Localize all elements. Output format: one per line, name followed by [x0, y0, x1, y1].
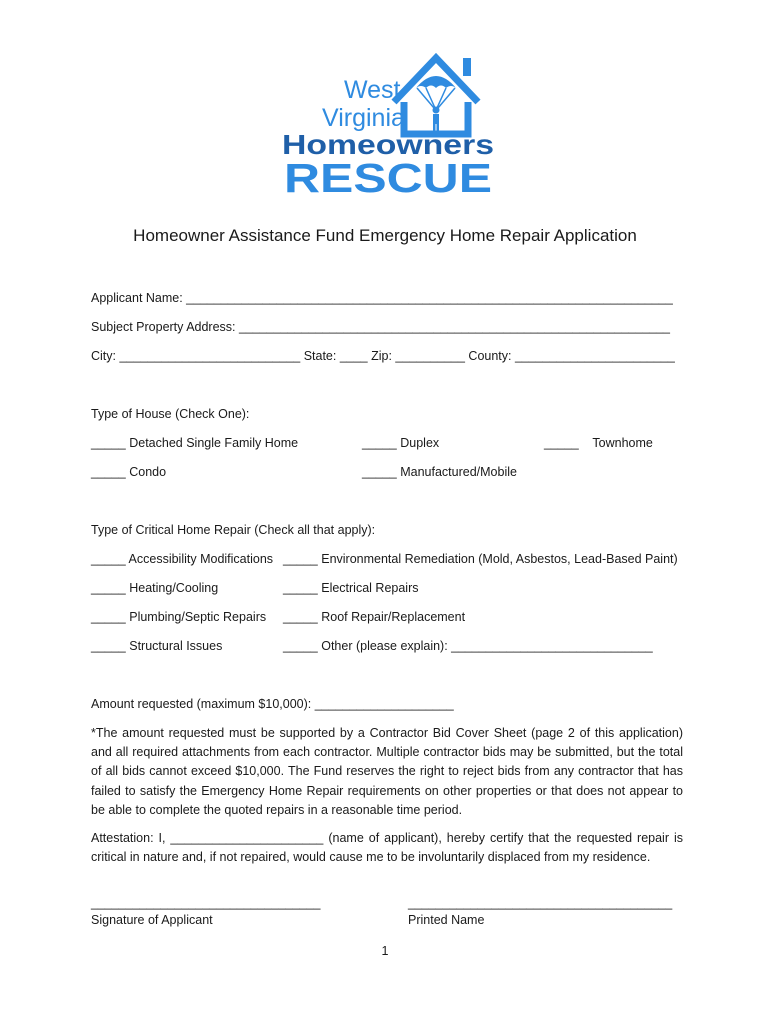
option-roof[interactable]: _____ Roof Repair/Replacement [283, 610, 466, 624]
option-townhome[interactable]: _____ Townhome [544, 436, 653, 450]
option-heating-cooling[interactable]: _____ Heating/Cooling [91, 581, 219, 595]
option-condo[interactable]: _____ Condo [91, 465, 167, 479]
option-manufactured-mobile[interactable]: _____ Manufactured/Mobile [362, 465, 517, 479]
signature-line[interactable]: _________________________________ [91, 896, 321, 910]
option-other[interactable]: _____ Other (please explain): _____________________________ [283, 639, 653, 653]
city-state-zip-county-field[interactable]: City: __________________________ State: ____ Zip: __________ County: _______________________ [91, 349, 675, 363]
attestation-paragraph: Attestation: I, ______________________ (name of applicant), hereby certify that the requested repair is critical in nature and, if not repaired, would cause me to be involuntarily displaced from my residence. [91, 831, 683, 865]
signature-label: Signature of Applicant [91, 913, 213, 927]
property-address-field[interactable]: Subject Property Address: ______________________________________________________________ [91, 320, 671, 334]
house-type-heading: Type of House (Check One): [91, 407, 250, 421]
printed-name-line[interactable]: ______________________________________ [408, 896, 673, 910]
applicant-name-field[interactable]: Applicant Name: ______________________________________________________________________ [91, 291, 673, 305]
repair-type-heading: Type of Critical Home Repair (Check all that apply): [91, 523, 376, 537]
amount-requested-field[interactable]: Amount requested (maximum $10,000): ____________________ [91, 697, 454, 711]
option-electrical[interactable]: _____ Electrical Repairs [283, 581, 419, 595]
logo-line-rescue: RESCUE [284, 155, 492, 196]
option-accessibility[interactable]: _____ Accessibility Modifications [91, 552, 274, 566]
option-plumbing-septic[interactable]: _____ Plumbing/Septic Repairs [91, 610, 267, 624]
option-detached-home[interactable]: _____ Detached Single Family Home [91, 436, 299, 450]
option-duplex[interactable]: _____ Duplex [362, 436, 440, 450]
west-virginia-homeowners-rescue-logo [282, 44, 498, 196]
printed-name-label: Printed Name [408, 913, 485, 927]
option-environmental[interactable]: _____ Environmental Remediation (Mold, Asbestos, Lead-Based Paint) [283, 552, 678, 566]
option-structural[interactable]: _____ Structural Issues [91, 639, 223, 653]
logo-line-west: West [344, 76, 401, 104]
logo-line-homeowners: Homeowners [282, 129, 494, 160]
document-title: Homeowner Assistance Fund Emergency Home Repair Application [133, 226, 637, 245]
contractor-bid-notice: *The amount requested must be supported by a Contractor Bid Cover Sheet (page 2 of this application) and all required attachments from each contractor. Multiple contractor bids may be submitted, but the total of all bids cannot exceed $10,000. The Fund reserves the right to reject bids from any contractor that has failed to satisfy the Emergency Home Repair requirements on other properties or that does not appear to be able to complete the quoted repairs in a reasonable time period. [91, 726, 683, 817]
page-number: 1 [381, 944, 389, 958]
house-parachute-icon [394, 58, 478, 134]
logo-line-virginia: Virginia [322, 104, 405, 132]
